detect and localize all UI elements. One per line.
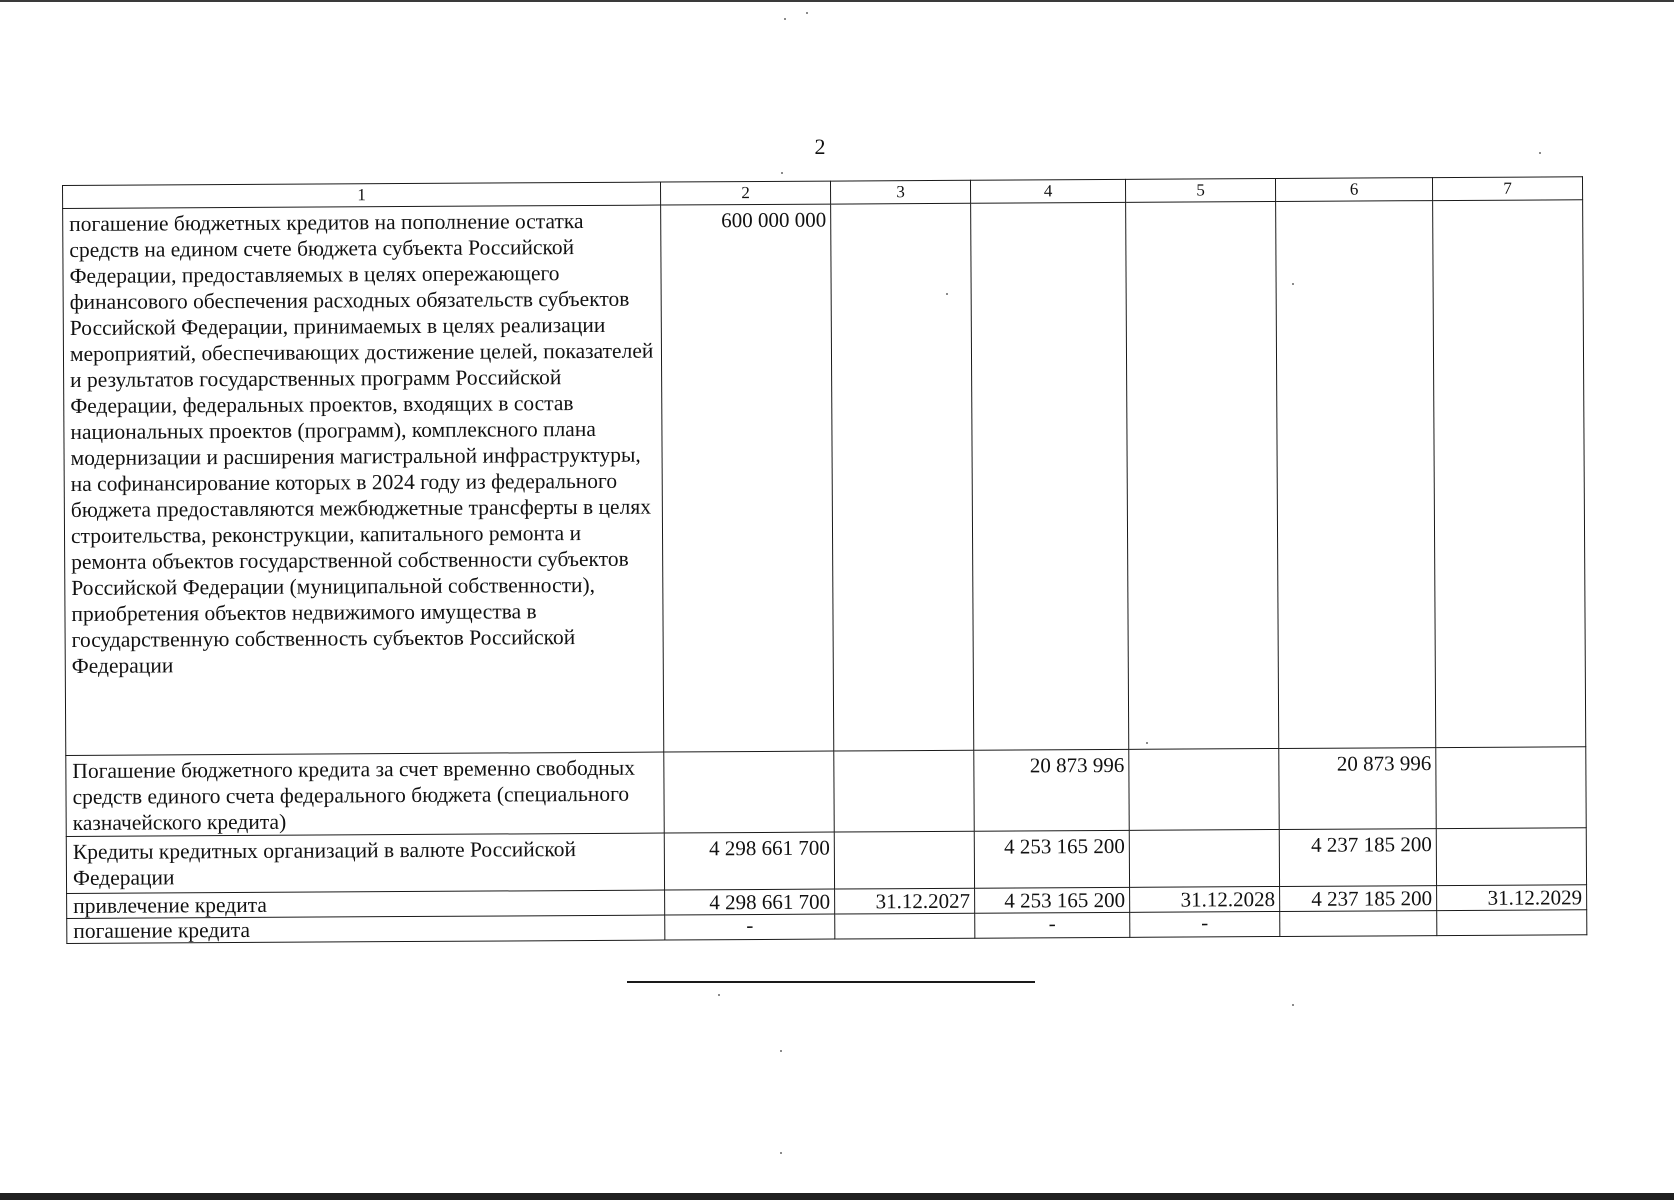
cell-col6: 4 237 185 200 (1279, 829, 1436, 887)
scan-speck (1292, 283, 1294, 285)
cell-col4: 20 873 996 (974, 749, 1129, 831)
cell-col5 (1126, 202, 1279, 750)
closing-rule (627, 981, 1035, 983)
page-top-edge (0, 0, 1674, 2)
row-description: Погашение бюджетного кредита за счет временно свободных средств единого счета федерального бюджета (специального казначейского кредита) (66, 752, 664, 836)
cell-col6: 20 873 996 (1279, 748, 1436, 830)
table-row (66, 747, 1586, 837)
column-header-3: 3 (830, 180, 970, 204)
column-header-7: 7 (1432, 177, 1582, 201)
cell-col5 (1129, 830, 1279, 888)
scan-speck (780, 1050, 782, 1052)
cell-col4: 4 253 165 200 (975, 887, 1130, 913)
cell-col2: 4 298 661 700 (664, 832, 834, 890)
cell-col3 (831, 203, 974, 751)
cell-col7 (1437, 910, 1587, 936)
row-description: привлечение кредита (67, 890, 665, 918)
cell-col3: 31.12.2027 (835, 888, 975, 914)
column-header-5: 5 (1125, 179, 1275, 203)
scan-speck (806, 12, 808, 14)
row-description: погашение кредита (67, 915, 665, 943)
cell-col4: 4 253 165 200 (974, 830, 1129, 888)
column-header-2: 2 (660, 181, 830, 205)
column-header-6: 6 (1275, 178, 1432, 202)
page-number: 2 (814, 134, 826, 159)
cell-col2: - (665, 914, 835, 940)
cell-col6 (1276, 201, 1436, 749)
scan-speck (780, 1152, 782, 1154)
cell-col4: - (975, 912, 1130, 938)
cell-col3 (835, 913, 975, 939)
cell-col5: - (1130, 911, 1280, 937)
cell-col3 (834, 831, 974, 889)
scan-speck (784, 18, 786, 20)
cell-col7 (1433, 200, 1586, 748)
scan-speck (781, 172, 783, 174)
scan-speck (1539, 152, 1541, 154)
table-row (66, 828, 1586, 894)
row-description: погашение бюджетных кредитов на пополнение остатка средств на едином счете бюджета субъекта Российской Федерации, предоставляемых в целях опережающего финансового обеспечения расходных обязательств субъектов Российской Федерации, принимаемых в целях реализации мероприятий, обеспечивающих достижение целей, показателей и результатов государственных программ Российской Федерации, федеральных проектов, входящих в состав национальных проектов (программ), комплексного плана модернизации и расширения магистральной инфраструктуры, на софинансирование которых в 2024 году из федерального бюджета предоставляются межбюджетные трансферты в целях строительства, реконструкции, капитального ремонта и ремонта объектов государственной собственности субъектов Российской Федерации (муниципальной собственности), приобретения объектов недвижимого имущества в государственную собственность субъектов Российской Федерации (63, 205, 664, 755)
scan-speck (1292, 1004, 1294, 1006)
cell-col7 (1436, 828, 1586, 886)
cell-col6: 4 237 185 200 (1280, 886, 1437, 912)
row-description: Кредиты кредитных организаций в валюте Российской Федерации (66, 833, 664, 893)
cell-col3 (834, 750, 974, 832)
column-header-4: 4 (970, 179, 1125, 203)
table-row (63, 200, 1586, 756)
scan-speck (1146, 742, 1148, 744)
scan-speck (718, 994, 720, 996)
cell-col4 (971, 202, 1129, 750)
cell-col7: 31.12.2029 (1437, 885, 1587, 911)
cell-col2 (664, 751, 834, 833)
cell-col5 (1129, 749, 1279, 831)
cell-col2: 4 298 661 700 (665, 889, 835, 915)
cell-col2: 600 000 000 (661, 204, 834, 752)
cell-col6 (1280, 911, 1437, 937)
cell-col7 (1436, 747, 1586, 829)
column-header-1: 1 (63, 182, 661, 208)
page-bottom-edge (0, 1193, 1674, 1200)
cell-col5: 31.12.2028 (1130, 886, 1280, 912)
budget-credits-table (62, 176, 1587, 944)
scan-speck (946, 293, 948, 295)
